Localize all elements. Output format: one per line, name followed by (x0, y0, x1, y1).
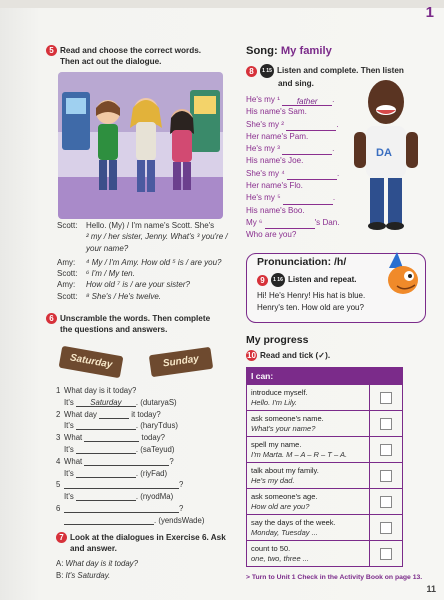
answer-line: It's . (riyFad) (64, 468, 168, 478)
question-line: 1 What day is it today? (56, 386, 137, 395)
answer-blank[interactable] (64, 503, 179, 513)
tick-box[interactable] (380, 444, 392, 456)
lyric-line: He's my ⁵ . (246, 192, 340, 204)
flag-saturday: Saturday (59, 346, 124, 378)
lyric-line: He's my ¹ father . (246, 95, 335, 107)
cd-icon[interactable]: 1 16 (271, 273, 285, 287)
dialogue-line: Amy: ⁴ My / I'm Amy. How old ⁵ is / are you? (57, 257, 222, 267)
exercise-10-number: 10 (247, 351, 256, 361)
answer-blank[interactable] (283, 195, 333, 205)
exercise-7-title: 7 Look at the dialogues in Exercise 6. Ask and answer. (56, 532, 226, 554)
answer-line: It's . (haryTdus) (64, 421, 178, 431)
answer-blank[interactable] (64, 515, 154, 525)
question-line: 4 What ? (56, 456, 174, 466)
answer-blank[interactable] (282, 145, 332, 155)
progress-table (246, 367, 403, 567)
dialogue-line: Scott: Hello. (My) / I'm name's Scott. She's ² my / her sister, Jenny. What's ³ you're / your name? (57, 221, 228, 253)
answer-blank[interactable] (76, 444, 136, 454)
exercise-7-example: A: What day is it today? B: It's Saturday. (56, 559, 138, 580)
party-hat-character (383, 250, 427, 305)
question-line: 5 ? (56, 480, 184, 490)
answer-blank[interactable] (76, 468, 136, 478)
lyric-line: Her name's Pam. (246, 131, 309, 141)
lyric-line: She's my ⁴ . (246, 168, 340, 180)
answer-line: It's . (saTeyud) (64, 444, 175, 454)
day-flags (58, 347, 218, 383)
table-row: introduce myself. Hello. I'm Lily. (247, 385, 403, 411)
lyric-line: My ⁶ 's Dan. (246, 217, 340, 229)
question-line: 3 What today? (56, 433, 165, 443)
tick-box[interactable] (380, 392, 392, 404)
pronunciation-line: Hi! He's Henry! His hat is blue. (257, 291, 366, 300)
tick-box[interactable] (380, 496, 392, 508)
pronunciation-box (246, 253, 426, 323)
lyric-line: Her name's Flo. (246, 181, 303, 191)
tick-box[interactable] (380, 522, 392, 534)
lyric-line: Who are you? (246, 230, 297, 240)
answer-blank[interactable] (84, 456, 169, 466)
dialogue-line: Scott: ⁶ I'm / My ten. (57, 269, 135, 279)
answer-blank[interactable] (287, 170, 337, 180)
dialogue-line: Amy: How old ⁷ is / are your sister? (57, 280, 190, 290)
exercise-7-number: 7 (56, 532, 67, 543)
activity-book-reference[interactable]: > Turn to Unit 1 Check in the Activity Book on page 13. (246, 574, 423, 581)
answer-blank[interactable] (76, 491, 136, 501)
exercise-9-number: 9 (257, 275, 268, 286)
lyric-line: His name's Boo. (246, 205, 305, 215)
song-lyrics (246, 94, 340, 242)
tick-box[interactable] (380, 470, 392, 482)
exercise-9-title: 9 1 16 Listen and repeat. (257, 273, 356, 287)
table-header-row: I can: (247, 368, 403, 385)
cd-icon[interactable]: 1 15 (260, 64, 274, 78)
question-line: 2 What day it today? (56, 409, 161, 419)
table-row: talk about my family. He's my dad. (247, 463, 403, 489)
question-line: 6 ? (56, 503, 184, 513)
exercise-6-number: 6 (46, 313, 57, 324)
exercise-6-title: 6 Unscramble the words. Then complete the questions and answers. (46, 313, 210, 335)
singing-boy-illustration (348, 74, 426, 232)
lyric-line: She's my ² . (246, 119, 340, 131)
lyric-line: His name's Sam. (246, 107, 307, 117)
exercise-8-number: 8 (246, 66, 257, 77)
lyric-line: His name's Joe. (246, 156, 304, 166)
unit-number: 1 (425, 4, 434, 21)
pronunciation-heading: Pronunciation: /h/ (257, 256, 347, 268)
page-top-band (0, 0, 444, 8)
pronunciation-line: Henry's ten. How old are you? (257, 303, 364, 312)
table-row: ask someone's name. What's your name? (247, 411, 403, 437)
exercise-5-number: 5 (46, 45, 57, 56)
page-number: 11 (426, 584, 436, 594)
exercise-10-title: 10 Read and tick (✓). (247, 351, 331, 361)
answer-blank[interactable] (64, 479, 179, 489)
answer-line: It's Saturday . (dutaryaS) (64, 397, 177, 407)
exercise-5-title: 5 Read and choose the correct words. Then act out the dialogue. (46, 45, 201, 67)
arcade-illustration (58, 72, 223, 219)
answer-blank[interactable] (84, 432, 139, 442)
svg-text:DA: DA (376, 147, 392, 159)
exercise-6-items (56, 385, 204, 527)
answer-line: It's . (nyodMa) (64, 492, 174, 502)
answer-blank[interactable] (76, 420, 136, 430)
flag-sunday: Sunday (149, 347, 213, 377)
exercise-5-dialogue (57, 220, 258, 302)
table-row: ask someone's age. How old are you? (247, 489, 403, 515)
exercise-8-title: 8 1 15 Listen and complete. Then listen and sing. (246, 64, 404, 89)
answer-blank[interactable] (265, 219, 315, 229)
answer-line: . (yendsWade) (56, 515, 204, 527)
tick-box[interactable] (380, 418, 392, 430)
answer-blank[interactable] (286, 121, 336, 131)
tick-box[interactable] (380, 548, 392, 560)
answer-blank[interactable] (99, 409, 129, 419)
lyric-line: He's my ³ . (246, 143, 340, 155)
table-row: count to 50. one, two, three ... (247, 541, 403, 567)
dialogue-line: Scott: ⁸ She's / He's twelve. (57, 291, 161, 301)
song-heading: Song: My family (246, 45, 332, 57)
table-row: spell my name. I'm Marta. M – A – R – T – A. (247, 437, 403, 463)
table-row: say the days of the week. Monday, Tuesday ... (247, 515, 403, 541)
progress-heading: My progress (246, 334, 309, 346)
